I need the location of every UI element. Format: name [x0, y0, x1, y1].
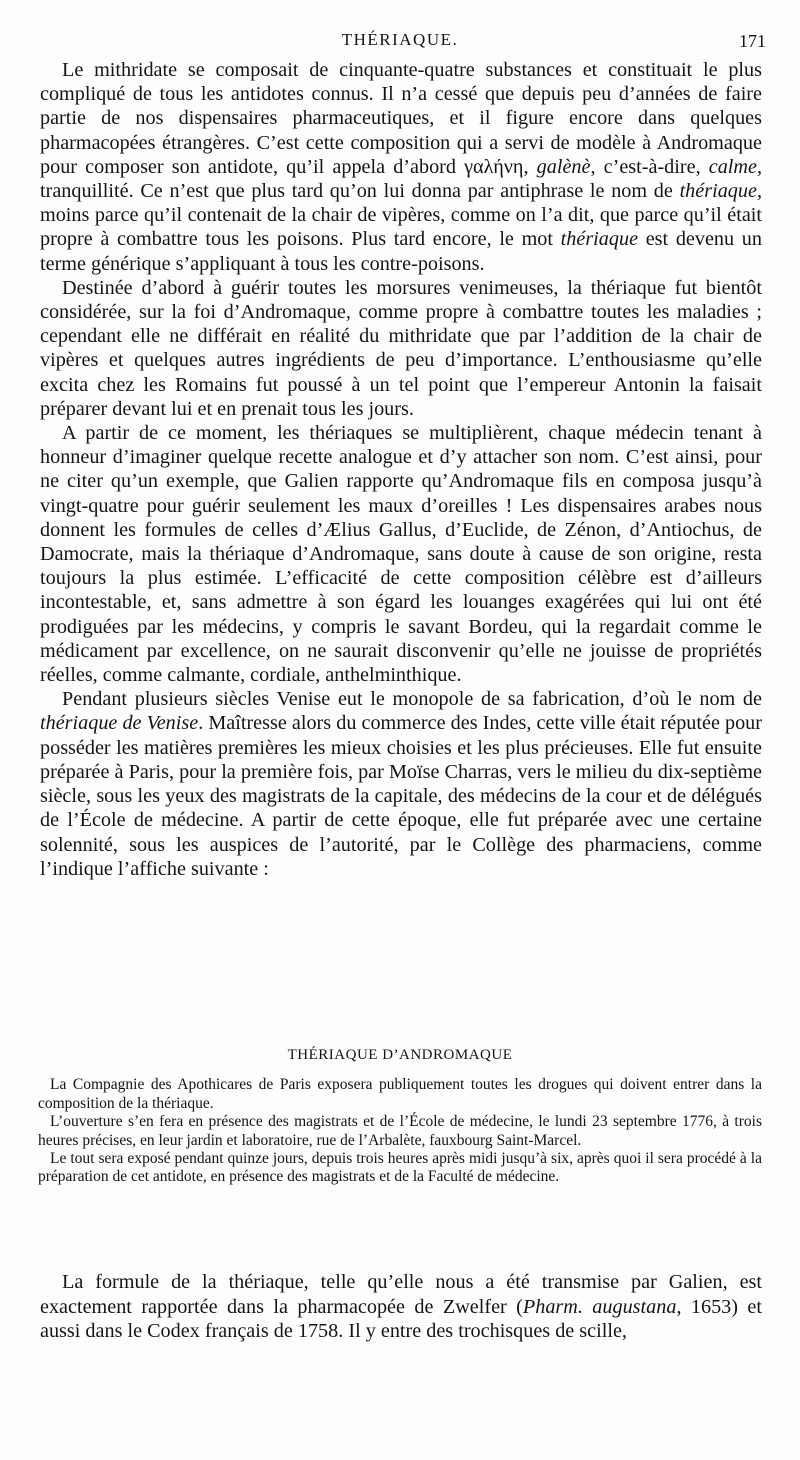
- italic-term: galènè: [536, 155, 591, 178]
- closing-text: [40, 1270, 762, 1344]
- text-run: Le mithridate se composait de cinquante-quatre substances et constituait le plus compliqué de tous les antidotes connus. Il n’a cessé que depuis peu d’années de faire partie de nos dispensaires pharmaceutiques, et il figure encore dans quelques pharmacopées étrangères. C’est cette composition qui a servi de modèle à Andromaque pour composer son antidote, qu’il appela d’abord: [40, 59, 762, 178]
- text-run: La formule de la thériaque, telle qu’elle nous a été transmise par Galien, est exactement rapportée dans la pharmacopée de Zwelfer (: [40, 1271, 762, 1318]
- main-text: [40, 58, 762, 881]
- page-header: [0, 30, 800, 54]
- italic-term: thériaque de Venise: [40, 712, 199, 735]
- paragraph-morsures: Destinée d’abord à guérir toutes les morsures venimeuses, la thériaque fut bientôt considérée, sur la foi d’Andromaque, comme propre à combattre toutes les maladies ; cependant elle ne différait en réalité du mithridate que par l’addition de la chair de vipères et quelques autres ingrédients de peu d’importance. L’enthousiasme qu’elle excita chez les Romains fut poussé à un tel point que l’empereur Antonin la faisait préparer devant lui et en prenait tous les jours.: [40, 276, 762, 420]
- paragraph-multiplication: A partir de ce moment, les thériaques se multiplièrent, chaque médecin tenant à honneur d’imaginer quelque recette analogue et d’y attacher son nom. C’est ainsi, pour ne citer qu’un exemple, que Galien rapporte qu’Andromaque fils en composa jusqu’à vingt-quatre pour guérir seulement les maux d’oreilles ! Les dispensaires arabes nous donnent les formules de celles d’Ælius Gallus, d’Euclide, de Zénon, d’Antiochus, de Damocrate, mais la thériaque d’Andromaque, sans doute à cause de son origine, resta toujours la plus estimée. L’efficacité de cette composition célèbre est d’ailleurs incontestable, et, sans admettre à son égard les louanges exagérées qui lui ont été prodiguées par les médecins, y compris le savant Bordeu, qui la regardait comme le médicament par excellence, on ne saurait disconvenir qu’elle ne jouisse de propriétés réelles, comme calmante, cordiale, anthelminthique.: [40, 422, 762, 687]
- notice-title: THÉRIAQUE D’ANDROMAQUE: [287, 1047, 513, 1063]
- italic-term: Pharm. augustana: [522, 1295, 677, 1318]
- running-title: THÉRIAQUE.: [341, 30, 459, 49]
- page-number: 171: [739, 31, 766, 51]
- paragraph-venise: [40, 687, 762, 881]
- text-run: . Maîtresse alors du commerce des Indes, cette ville était réputée pour posséder les matières premières les mieux choisies et les plus précieuses. Elle fut ensuite préparée à Paris, pour la première fois, par Moïse Charras, vers le milieu du dix-septième siècle, sous les yeux des magistrats de la capitale, des médecins de la cour et de délégués de l’École de médecine. A partir de cette époque, elle fut préparée avec une certaine solennité, sous les auspices de l’autorité, par le Collège des pharmaciens, comme l’indique l’affiche suivante :: [40, 712, 762, 880]
- poster-notice: [38, 1046, 762, 1187]
- notice-paragraph: L’ouverture s’en fera en présence des magistrats et de l’École de médecine, le lundi 23 septembre 1776, à trois heures précises, en leur jardin et laboratoire, rue de l’Arbalète, fauxbourg Saint-Marcel.: [38, 1113, 762, 1149]
- text-run: Pendant plusieurs siècles Venise eut le monopole de sa fabrication, d’où le nom de: [62, 688, 762, 711]
- text-run: , moins parce qu’il contenait de la chair de vipères, comme on l’a dit, que parce qu’il était propre à combattre tous les poisons. Plus tard encore, le mot: [40, 180, 762, 251]
- notice-paragraph: Le tout sera exposé pendant quinze jours, depuis trois heures après midi jusqu’à six, après quoi il sera procédé à la préparation de cet antidote, en présence des magistrats et de la Faculté de médecine.: [38, 1150, 762, 1186]
- notice-paragraph: La Compagnie des Apothicares de Paris exposera publiquement toutes les drogues qui doivent entrer dans la composition de la thériaque.: [38, 1076, 762, 1112]
- paragraph-formule: [40, 1270, 762, 1344]
- greek-word: γαλήνη: [464, 155, 524, 178]
- text-run: ,: [523, 155, 537, 178]
- paragraph-mithridate: [40, 58, 762, 276]
- text-run: , 1653) et aussi dans le Codex français de 1758. Il y entre des trochisques de scille,: [40, 1295, 762, 1343]
- text-run: est devenu un terme générique s’appliquant à tous les contre-poisons.: [40, 228, 762, 275]
- text-run: , tranquillité. Ce n’est que plus tard qu’on lui donna par antiphrase le nom de: [40, 155, 762, 203]
- italic-term: thériaque: [560, 228, 639, 251]
- italic-term: thériaque: [679, 180, 757, 203]
- text-run: , c’est-à-dire,: [590, 155, 709, 178]
- italic-term: calme: [708, 155, 757, 178]
